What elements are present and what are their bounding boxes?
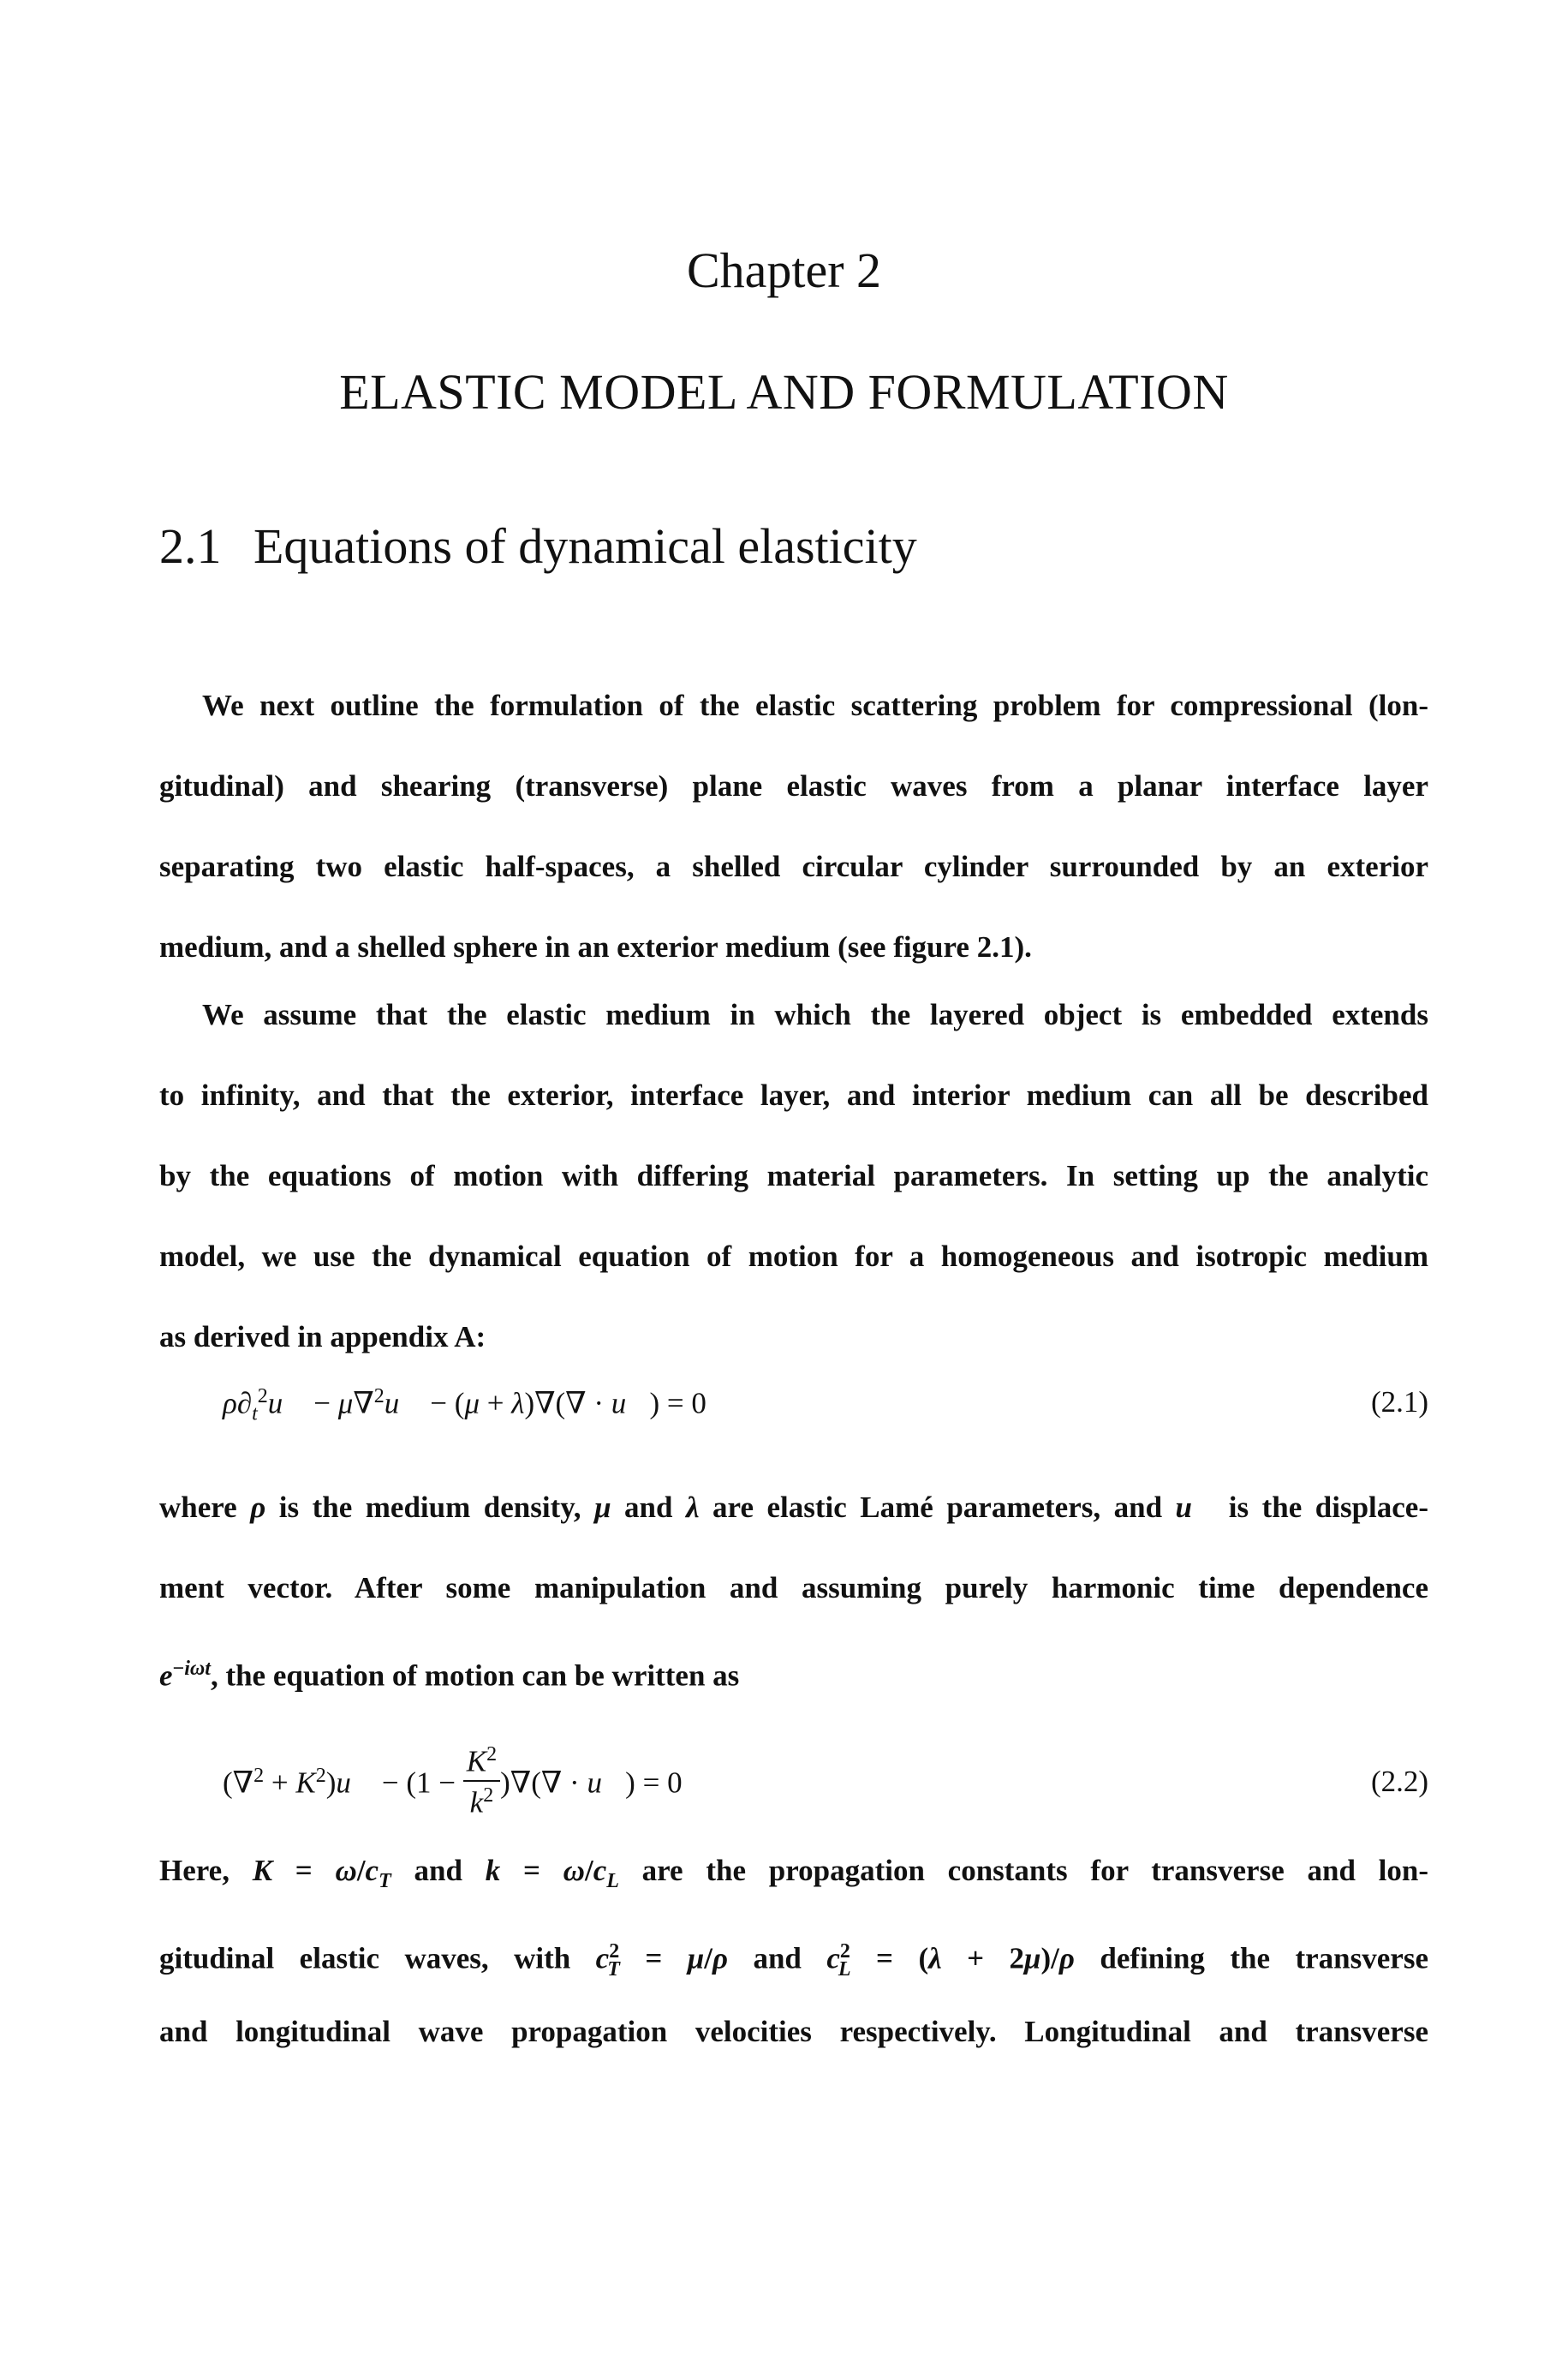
paragraph-line: ment vector. After some manipulation and assuming purely harmonic time dependence bbox=[159, 1571, 1428, 1604]
paragraph-line: model, we use the dynamical equation of motion for a homogeneous and isotropic medium bbox=[159, 1240, 1428, 1273]
paragraph-line: where ρ is the medium density, μ and λ are elastic Lamé parameters, and u⃗ is the displace- bbox=[159, 1491, 1428, 1524]
paragraph-1 bbox=[159, 666, 1428, 988]
paragraph-line: as derived in appendix A: bbox=[159, 1320, 486, 1353]
equation-2-1 bbox=[159, 1385, 1428, 1437]
paragraph-line: gitudinal) and shearing (transverse) plane elastic waves from a planar interface layer bbox=[159, 769, 1428, 803]
paragraph-line: by the equations of motion with differing material parameters. In setting up the analytic bbox=[159, 1159, 1428, 1192]
equation-number: (2.2) bbox=[1370, 1765, 1428, 1798]
equation-body: $(\nabla^2 + K^2)u⃗ - (1$ − $\frac{K^2}{k^2}$ )∇(∇ · u⃗) = 0 bbox=[223, 1743, 683, 1819]
section-number: 2.1 bbox=[159, 518, 222, 574]
section-heading bbox=[159, 517, 917, 575]
paragraph-line: separating two elastic half-spaces, a shelled circular cylinder surrounded by an exterior bbox=[159, 850, 1428, 883]
equation-2-2 bbox=[159, 1743, 1428, 1826]
paragraph-line: We next outline the formulation of the elastic scattering problem for compressional (lon- bbox=[202, 689, 1428, 722]
paragraph-2 bbox=[159, 975, 1428, 1377]
equation-body: $\rho\partial_t^2u⃗$ − μ∇$^2$u⃗ − (μ + λ)∇(∇ · u⃗) = 0 bbox=[223, 1385, 706, 1425]
paragraph-line: gitudinal elastic waves, with $c^2_T = \mu/\rho$ and $c^2_L = (\lambda + 2\mu)/\rho$ defining the transverse bbox=[159, 1940, 1428, 1981]
paragraph-line: to infinity, and that the exterior, interface layer, and interior medium can all be described bbox=[159, 1078, 1428, 1112]
paragraph-3 bbox=[159, 1467, 1428, 1709]
paragraph-line: medium, and a shelled sphere in an exterior medium (see figure 2.1). bbox=[159, 930, 1032, 964]
paragraph-line: Here, $K = \omega/c_T$ and $k = \omega/c_L$ are the propagation constants for transverse and lon- bbox=[159, 1854, 1428, 1892]
fraction: $\frac{K^2}{k^2}$ bbox=[463, 1744, 500, 1817]
paragraph-4 bbox=[159, 1831, 1428, 2072]
section-title: Equations of dynamical elasticity bbox=[253, 518, 917, 574]
chapter-label: Chapter 2 bbox=[686, 242, 882, 298]
paragraph-line: We assume that the elastic medium in which the layered object is embedded extends bbox=[202, 998, 1428, 1031]
paragraph-line: $e^{-i\omega t}$, the equation of motion can be written as bbox=[159, 1658, 740, 1693]
chapter-title: ELASTIC MODEL AND FORMULATION bbox=[339, 364, 1229, 420]
paragraph-line: and longitudinal wave propagation velocities respectively. Longitudinal and transverse bbox=[159, 2015, 1428, 2048]
equation-number: (2.1) bbox=[1370, 1385, 1428, 1419]
